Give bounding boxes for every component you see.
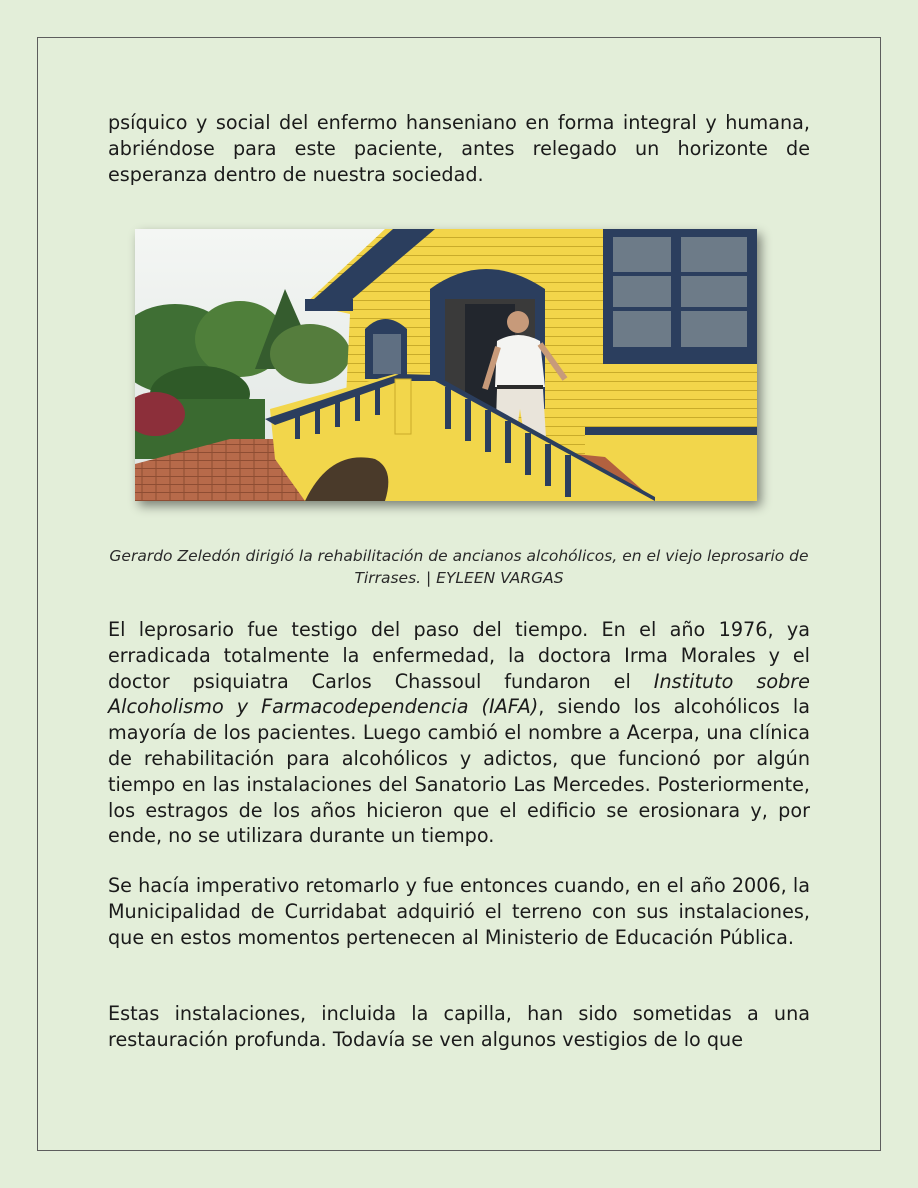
institute-name: Instituto sobre Alcoholismo y Farmacodependencia (IAFA) xyxy=(108,669,810,719)
paragraph-intro: psíquico y social del enfermo hanseniano en forma integral y humana, abriéndose para este paciente, antes relegado un horizonte de esperanza dentro de nuestra sociedad. xyxy=(108,111,810,186)
paragraph-text: , siendo los alcohólicos la mayoría de los pacientes. Luego cambió el nombre a Acerpa, una clínica de rehabilitación para alcohólicos y adictos, que funcionó por algún tiempo en las instalaciones del Sanatorio Las Mercedes. Posteriormente, los estragos de los años hicieron que el edificio se erosionara y, por ende, no se utilizara durante un tiempo. xyxy=(108,695,811,848)
paragraph-restauracion: Estas instalaciones, incluida la capilla, han sido sometidas a una restauración profunda. Todavía se ven algunos vestigios de lo que xyxy=(108,1002,810,1051)
paragraph-text: El leprosario fue testigo del paso del tiempo. En el año 1976, ya erradicada totalmente la enfermedad, la doctora Irma Morales y el doctor psiquiatra Carlos Chassoul fundaron el xyxy=(108,618,810,693)
page-frame xyxy=(37,37,881,1151)
photo-caption: Gerardo Zeledón dirigió la rehabilitación de ancianos alcohólicos, en el viejo leprosario de Tirrases. | EYLEEN VARGAS xyxy=(109,547,809,587)
paragraph-leprosario xyxy=(108,617,810,849)
paragraph-municipalidad: Se hacía imperativo retomarlo y fue entonces cuando, en el año 2006, la Municipalidad de Curridabat adquirió el terreno con sus instalaciones, que en estos momentos pertenecen al Ministerio de Educación Pública. xyxy=(108,874,810,949)
building-photo xyxy=(135,229,757,501)
